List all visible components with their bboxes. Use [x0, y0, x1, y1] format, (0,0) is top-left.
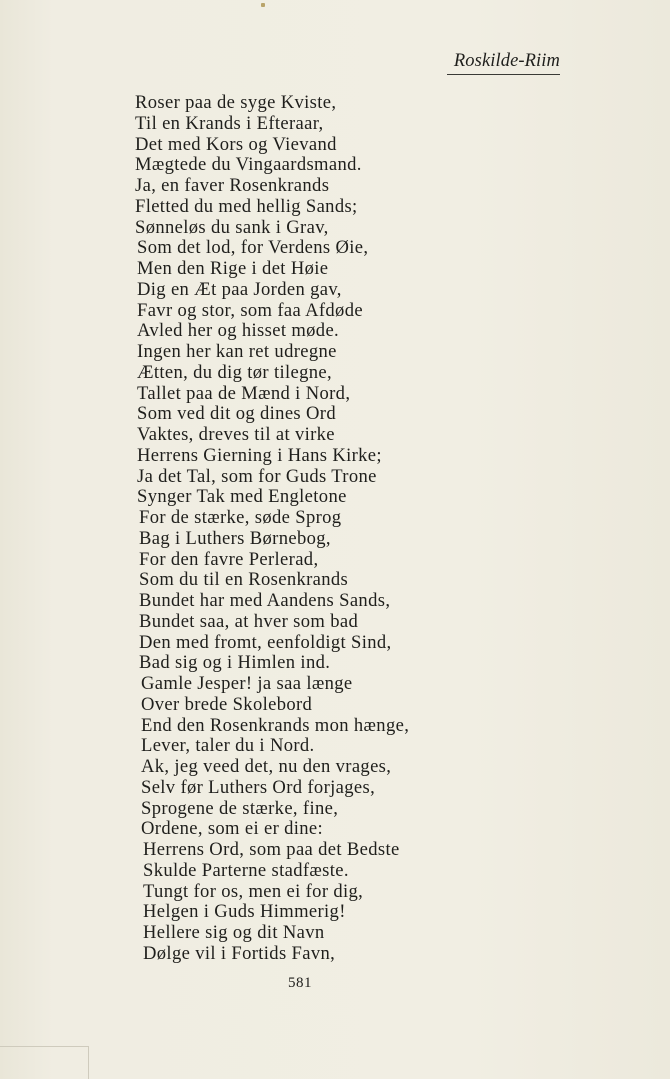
verse-line: Ingen her kan ret udregne — [137, 341, 337, 362]
verse-line: Fletted du med hellig Sands; — [135, 196, 358, 217]
page-number: 581 — [288, 975, 312, 991]
scan-edge — [0, 1046, 88, 1047]
verse-line: Mægtede du Vingaardsmand. — [135, 154, 362, 175]
verse-line: Som det lod, for Verdens Øie, — [137, 237, 369, 258]
verse-line: For de stærke, søde Sprog — [139, 507, 342, 528]
verse-line: Ordene, som ei er dine: — [141, 818, 324, 839]
verse-line: Hellere sig og dit Navn — [143, 922, 325, 943]
verse-line: Ja det Tal, som for Guds Trone — [137, 466, 377, 487]
verse-line: Dig en Æt paa Jorden gav, — [137, 279, 342, 300]
verse-line: Det med Kors og Vievand — [135, 134, 337, 155]
verse-line: Ætten, du dig tør tilegne, — [137, 362, 333, 383]
print-mark — [261, 3, 265, 7]
verse-line: Som ved dit og dines Ord — [137, 403, 336, 424]
verse-line: Vaktes, dreves til at virke — [137, 424, 335, 445]
verse-line: Herrens Ord, som paa det Bedste — [143, 839, 400, 860]
verse-line: Den med fromt, eenfoldigt Sind, — [139, 632, 392, 653]
verse-line: Helgen i Guds Himmerig! — [143, 901, 346, 922]
verse-line: Selv før Luthers Ord forjages, — [141, 777, 376, 798]
scan-edge-vertical — [88, 1046, 89, 1079]
verse-line: Som du til en Rosenkrands — [139, 569, 349, 590]
verse-line: Tungt for os, men ei for dig, — [143, 881, 364, 902]
verse-line: End den Rosenkrands mon hænge, — [141, 715, 410, 736]
verse-line: Bundet har med Aandens Sands, — [139, 590, 391, 611]
verse-line: Dølge vil i Fortids Favn, — [143, 943, 336, 964]
verse-line: Skulde Parterne stadfæste. — [143, 860, 349, 881]
verse-line: Over brede Skolebord — [141, 694, 313, 715]
verse-line: Roser paa de syge Kviste, — [135, 92, 337, 113]
verse-line: Tallet paa de Mænd i Nord, — [137, 383, 351, 404]
verse-line: Bad sig og i Himlen ind. — [139, 652, 331, 673]
verse-line: Bag i Luthers Børnebog, — [139, 528, 331, 549]
verse-line: Favr og stor, som faa Afdøde — [137, 300, 363, 321]
verse-line: Ja, en faver Rosenkrands — [135, 175, 330, 196]
verse-line: Synger Tak med Engletone — [137, 486, 347, 507]
running-head-rule — [447, 74, 560, 75]
verse-line: Herrens Gierning i Hans Kirke; — [137, 445, 382, 466]
verse-line: Ak, jeg veed det, nu den vrages, — [141, 756, 392, 777]
verse-line: Sønneløs du sank i Grav, — [135, 217, 329, 238]
verse-line: For den favre Perlerad, — [139, 549, 319, 570]
verse-line: Gamle Jesper! ja saa længe — [141, 673, 353, 694]
verse-line: Lever, taler du i Nord. — [141, 735, 315, 756]
verse-line: Sprogene de stærke, fine, — [141, 798, 339, 819]
verse-line: Bundet saa, at hver som bad — [139, 611, 359, 632]
running-head: Roskilde-Riim — [453, 51, 560, 71]
verse-line: Men den Rige i det Høie — [137, 258, 329, 279]
verse-line: Avled her og hisset møde. — [137, 320, 340, 341]
verse-line: Til en Krands i Efteraar, — [135, 113, 324, 134]
